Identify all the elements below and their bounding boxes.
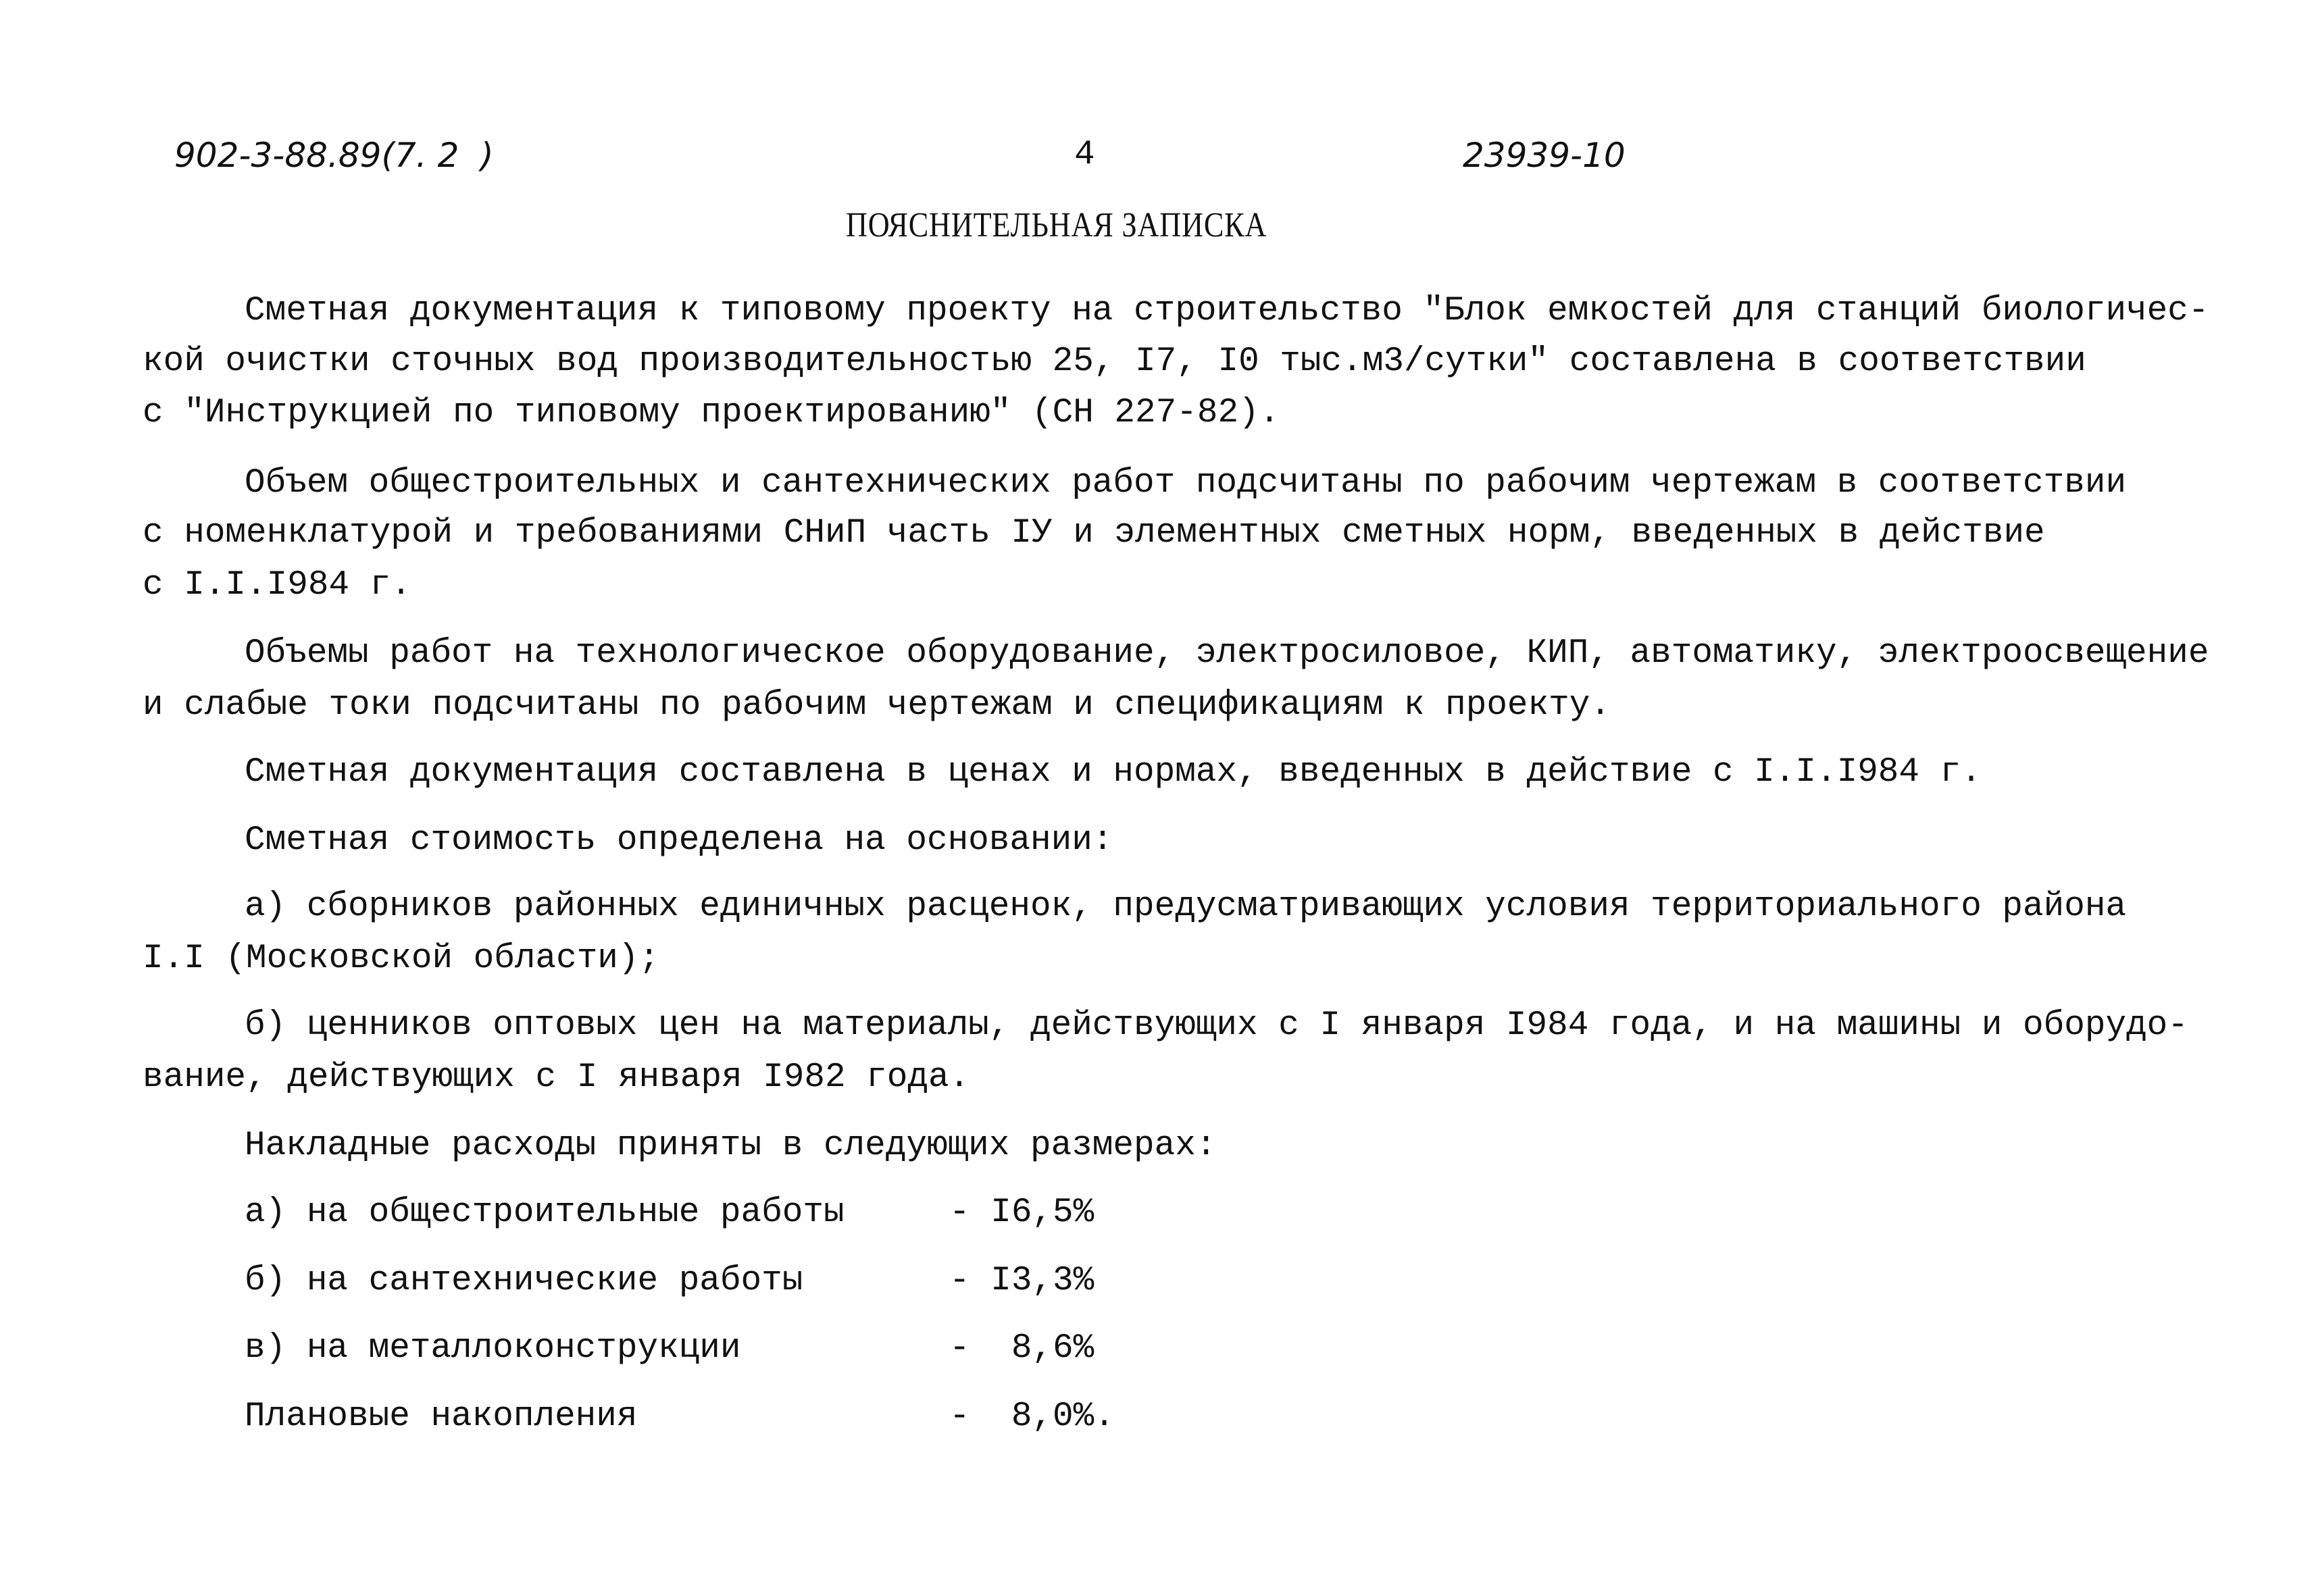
paragraph-line: с номенклатурой и требованиями СНиП часть IУ и элементных сметных норм, введенных в действие xyxy=(143,514,2045,552)
paragraph-line: вание, действующих с I января I982 года. xyxy=(143,1058,970,1097)
paragraph-line: Объем общестроительных и сантехнических работ подсчитаны по рабочим чертежам в соответствии xyxy=(245,464,2127,503)
paragraph-line: Сметная стоимость определена на основании: xyxy=(245,821,1113,860)
page-title: ПОЯСНИТЕЛЬНАЯ ЗАПИСКА xyxy=(846,206,1267,244)
rate-label: а) на общестроительные работы xyxy=(245,1193,845,1232)
paragraph-line: б) ценников оптовых цен на материалы, действующих с I января I984 года, и на машины и оборудо- xyxy=(245,1006,2188,1045)
rate-label: в) на металлоконструкции xyxy=(245,1329,741,1368)
paragraph-line: кой очистки сточных вод производительностью 25, I7, I0 тыс.м3/сутки" составлена в соответствии xyxy=(143,342,2086,381)
rate-value: - 8,0%. xyxy=(949,1397,1115,1436)
rate-value: - I3,3% xyxy=(949,1262,1095,1300)
paragraph-line: Сметная документация составлена в ценах и нормах, введенных в действие с I.I.I984 г. xyxy=(245,753,1982,792)
rate-value: - 8,6% xyxy=(949,1329,1095,1368)
paragraph-line: Сметная документация к типовому проекту на строительство "Блок емкостей для станций биологичес- xyxy=(245,292,2209,330)
document-code: 902-3-88.89(7. 2 ) xyxy=(174,136,494,175)
rate-label: б) на сантехнические работы xyxy=(245,1262,803,1300)
paragraph-line: с I.I.I984 г. xyxy=(143,566,411,604)
inventory-number: 23939-10 xyxy=(1463,136,1626,175)
paragraph-line: с "Инструкцией по типовому проектированию" (СН 227-82). xyxy=(143,394,1280,432)
rate-value: - I6,5% xyxy=(949,1193,1095,1232)
paragraph-line: Накладные расходы приняты в следующих размерах: xyxy=(245,1127,1217,1165)
page-number: 4 xyxy=(1074,136,1095,174)
rate-label: Плановые накопления xyxy=(245,1397,638,1436)
paragraph-line: и слабые токи подсчитаны по рабочим чертежам и спецификациям к проекту. xyxy=(143,686,1611,725)
paragraph-line: а) сборников районных единичных расценок, предусматривающих условия территориального района xyxy=(245,887,2127,926)
paragraph-line: Объемы работ на технологическое оборудование, электросиловое, КИП, автоматику, электроосвещение xyxy=(245,634,2209,673)
paragraph-line: I.I (Московской области); xyxy=(143,939,660,978)
